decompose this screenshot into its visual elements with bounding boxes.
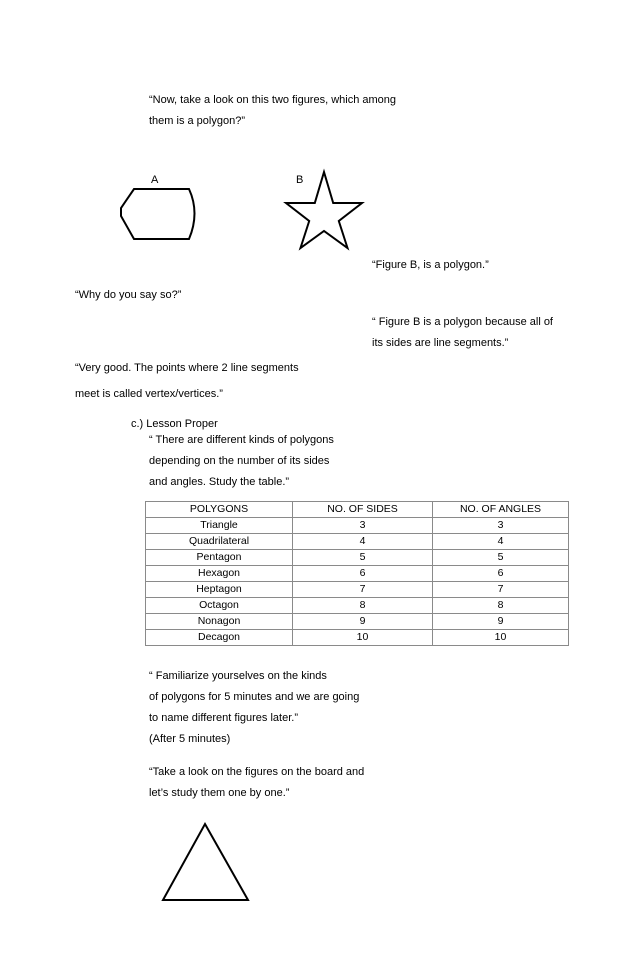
- intro-line-1: “Now, take a look on this two figures, which among: [149, 94, 397, 106]
- sides-count: 8: [293, 598, 433, 614]
- angles-count: 6: [433, 566, 569, 582]
- triangle-figure: [161, 822, 251, 902]
- answer-2-line-2: its sides are line segments.”: [372, 337, 509, 349]
- after-table-line-4: (After 5 minutes): [149, 733, 231, 745]
- after-table-text: [149, 666, 359, 750]
- table-row: [146, 518, 569, 534]
- angles-count: 7: [433, 582, 569, 598]
- sides-count: 7: [293, 582, 433, 598]
- header-polygons: POLYGONS: [146, 502, 293, 518]
- sides-count: 4: [293, 534, 433, 550]
- polygon-name: Hexagon: [146, 566, 293, 582]
- figure-a-shape: [118, 186, 198, 246]
- angles-count: 3: [433, 518, 569, 534]
- lesson-line-3: and angles. Study the table.”: [149, 476, 290, 488]
- lesson-heading: c.) Lesson Proper: [131, 418, 218, 430]
- intro-line-2: them is a polygon?”: [149, 115, 245, 127]
- after-table-line-1: “ Familiarize yourselves on the kinds: [149, 670, 327, 682]
- polygon-name: Triangle: [146, 518, 293, 534]
- closing-line-1: “Take a look on the figures on the board and: [149, 766, 365, 778]
- praise-line-2: meet is called vertex/vertices.”: [75, 388, 223, 400]
- student-answer-1: “Figure B, is a polygon.”: [372, 259, 489, 271]
- answer-2-line-1: “ Figure B is a polygon because all of: [372, 316, 553, 328]
- praise-line-1: “Very good. The points where 2 line segments: [75, 362, 299, 374]
- sides-count: 3: [293, 518, 433, 534]
- intro-question: [149, 90, 396, 132]
- angles-count: 5: [433, 550, 569, 566]
- lesson-line-1: “ There are different kinds of polygons: [149, 434, 334, 446]
- figure-b-label: B: [296, 174, 304, 186]
- sides-count: 5: [293, 550, 433, 566]
- after-table-line-3: to name different figures later.”: [149, 712, 298, 724]
- lesson-line-2: depending on the number of its sides: [149, 455, 330, 467]
- student-answer-2: [372, 312, 553, 354]
- teacher-question: “Why do you say so?”: [75, 289, 182, 301]
- angles-count: 10: [433, 630, 569, 646]
- closing-text: [149, 762, 364, 804]
- polygon-name: Heptagon: [146, 582, 293, 598]
- after-table-line-2: of polygons for 5 minutes and we are going: [149, 691, 360, 703]
- table-row: [146, 550, 569, 566]
- sides-count: 10: [293, 630, 433, 646]
- figure-b-star: [284, 170, 364, 250]
- figure-a-label: A: [151, 174, 159, 186]
- polygon-name: Nonagon: [146, 614, 293, 630]
- table-row: [146, 534, 569, 550]
- polygon-name: Quadrilateral: [146, 534, 293, 550]
- table-header-row: [146, 502, 569, 518]
- polygons-table: [145, 501, 569, 646]
- angles-count: 8: [433, 598, 569, 614]
- angles-count: 9: [433, 614, 569, 630]
- header-angles: NO. OF ANGLES: [433, 502, 569, 518]
- polygon-name: Decagon: [146, 630, 293, 646]
- polygon-name: Pentagon: [146, 550, 293, 566]
- sides-count: 9: [293, 614, 433, 630]
- table-row: [146, 630, 569, 646]
- table-row: [146, 566, 569, 582]
- header-sides: NO. OF SIDES: [293, 502, 433, 518]
- closing-line-2: let’s study them one by one.”: [149, 787, 290, 799]
- table-row: [146, 614, 569, 630]
- polygon-name: Octagon: [146, 598, 293, 614]
- table-row: [146, 582, 569, 598]
- sides-count: 6: [293, 566, 433, 582]
- table-row: [146, 598, 569, 614]
- lesson-text: [149, 430, 334, 493]
- angles-count: 4: [433, 534, 569, 550]
